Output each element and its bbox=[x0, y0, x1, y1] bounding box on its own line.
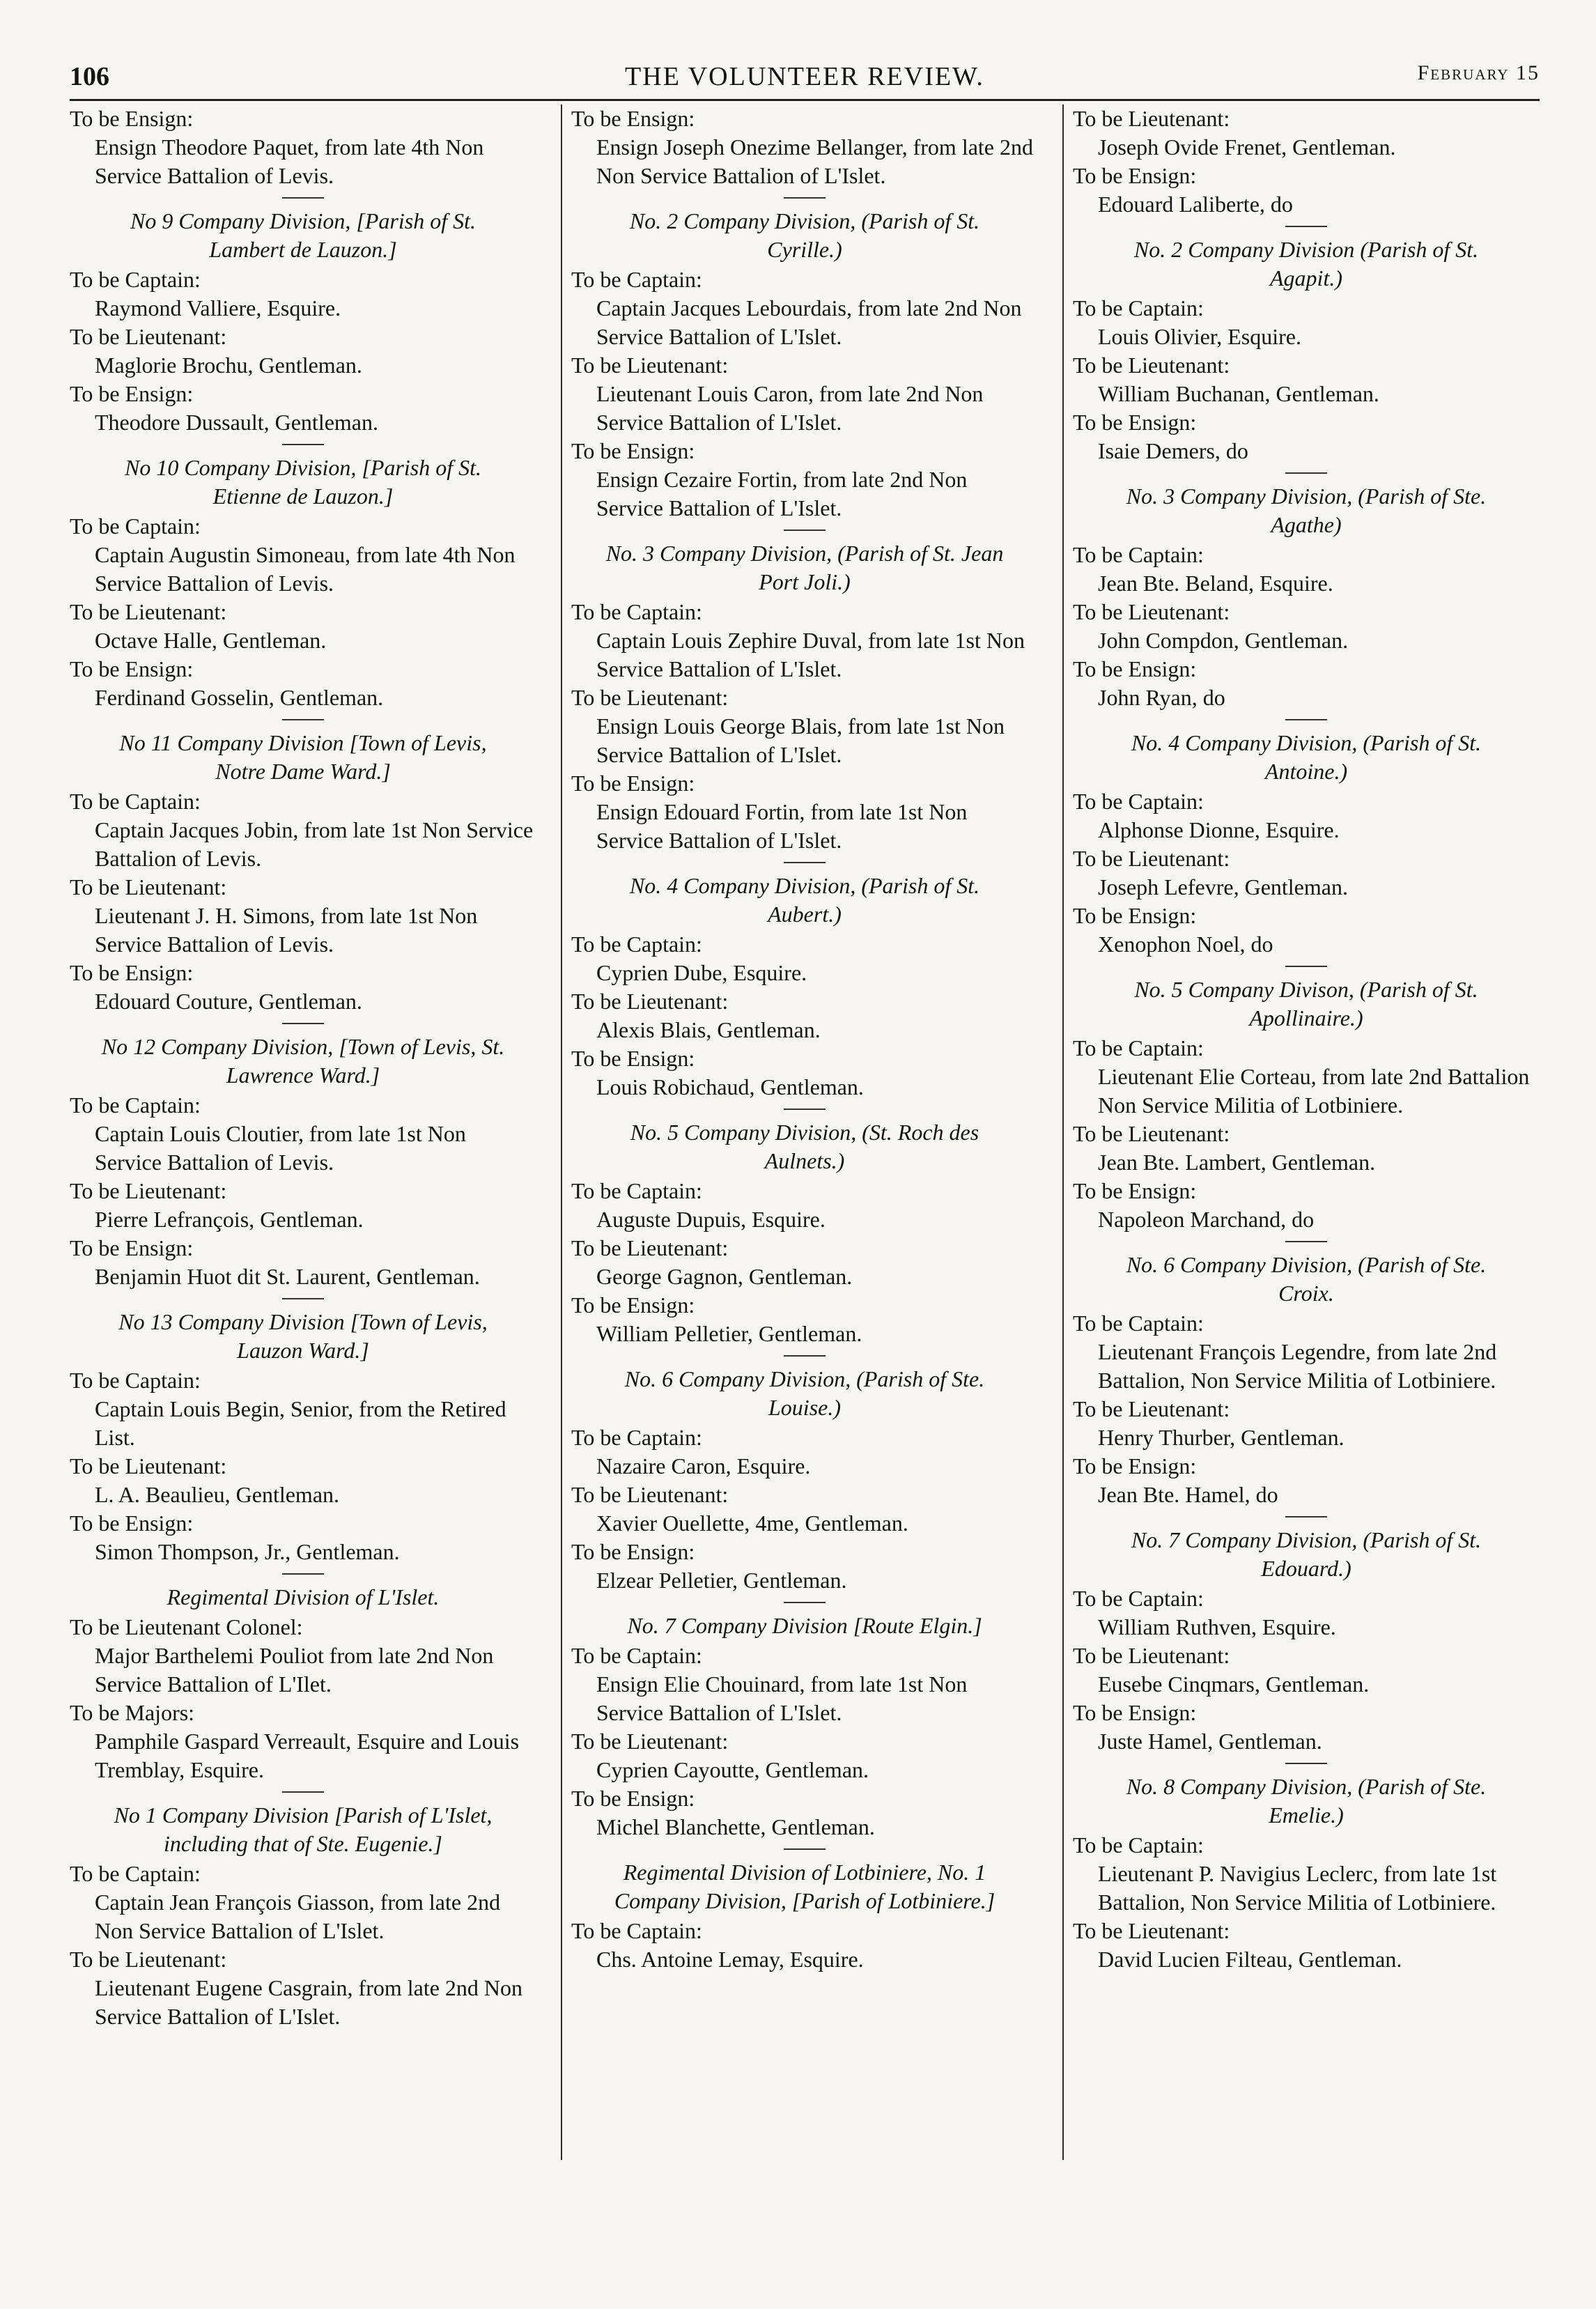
division-heading: No. 8 Company Division, (Parish of Ste. Emelie.) bbox=[1126, 1774, 1487, 1828]
appointment-role: To be Captain: bbox=[1073, 789, 1204, 814]
appointment-role: To be Lieutenant: bbox=[70, 1947, 227, 1972]
appointment-role: To be Lieutenant: bbox=[1073, 1121, 1230, 1146]
section-divider bbox=[784, 1109, 826, 1110]
appointee-name: Lieutenant Louis Caron, from late 2nd Non Service Battalion of L'Islet. bbox=[596, 381, 984, 435]
appointment-role: To be Lieutenant: bbox=[571, 1235, 729, 1260]
division-heading: No 11 Company Division [Town of Levis, Notre Dame Ward.] bbox=[119, 730, 487, 784]
appointee-name: Ensign Joseph Onezime Bellanger, from late 2nd Non Service Battalion of L'Islet. bbox=[596, 134, 1033, 188]
division-heading: No. 3 Company Division, (Parish of St. Jean Port Joli.) bbox=[605, 541, 1004, 594]
appointment-role: To be Captain: bbox=[1073, 1035, 1204, 1060]
section-divider bbox=[1285, 966, 1327, 967]
appointee-name: Captain Augustin Simoneau, from late 4th Non Service Battalion of Levis. bbox=[95, 542, 516, 596]
division-heading: No. 5 Company Divison, (Parish of St. Apollinaire.) bbox=[1134, 977, 1478, 1030]
appointee-name: Alexis Blais, Gentleman. bbox=[596, 1017, 821, 1042]
appointee-name: Captain Jacques Lebourdais, from late 2nd Non Service Battalion of L'Islet. bbox=[596, 295, 1022, 349]
appointee-name: Ensign Theodore Paquet, from late 4th Non Service Battalion of Levis. bbox=[95, 134, 484, 188]
appointment-role: To be Ensign: bbox=[70, 960, 194, 985]
appointment-role: To be Ensign: bbox=[571, 106, 695, 131]
appointee-name: Eusebe Cinqmars, Gentleman. bbox=[1098, 1671, 1370, 1697]
appointee-name: David Lucien Filteau, Gentleman. bbox=[1098, 1947, 1402, 1972]
column-divider-2 bbox=[1062, 105, 1064, 2160]
appointee-name: Pamphile Gaspard Verreault, Esquire and Louis Tremblay, Esquire. bbox=[95, 1729, 520, 1782]
section-divider bbox=[784, 862, 826, 863]
appointee-name: Captain Louis Begin, Senior, from the Retired List. bbox=[95, 1396, 506, 1450]
appointment-role: To be Lieutenant: bbox=[571, 1729, 729, 1754]
appointee-name: Maglorie Brochu, Gentleman. bbox=[95, 353, 362, 378]
appointee-name: Ensign Cezaire Fortin, from late 2nd Non Service Battalion of L'Islet. bbox=[596, 467, 968, 520]
section-divider bbox=[282, 1573, 324, 1575]
appointee-name: Alphonse Dionne, Esquire. bbox=[1098, 817, 1340, 842]
appointee-name: Joseph Lefevre, Gentleman. bbox=[1098, 874, 1348, 899]
appointment-role: To be Lieutenant: bbox=[1073, 599, 1230, 624]
section-divider bbox=[784, 1602, 826, 1603]
division-heading: No. 6 Company Division, (Parish of Ste. Croix. bbox=[1126, 1252, 1487, 1306]
header-rule bbox=[70, 99, 1540, 101]
section-divider bbox=[1285, 1241, 1327, 1242]
appointment-role: To be Ensign: bbox=[571, 1292, 695, 1318]
appointment-role: To be Lieutenant: bbox=[70, 324, 227, 349]
appointment-role: To be Ensign: bbox=[1073, 1453, 1197, 1478]
appointee-name: William Pelletier, Gentleman. bbox=[596, 1321, 862, 1346]
section-divider bbox=[1285, 472, 1327, 474]
appointee-name: Octave Halle, Gentleman. bbox=[95, 628, 327, 653]
appointee-name: Benjamin Huot dit St. Laurent, Gentleman. bbox=[95, 1264, 480, 1289]
appointee-name: Ensign Edouard Fortin, from late 1st Non Service Battalion of L'Islet. bbox=[596, 799, 968, 853]
appointee-name: Louis Robichaud, Gentleman. bbox=[596, 1074, 864, 1099]
appointee-name: Ensign Elie Chouinard, from late 1st Non Service Battalion of L'Islet. bbox=[596, 1671, 968, 1725]
appointment-role: To be Ensign: bbox=[571, 1786, 695, 1811]
appointment-role: To be Ensign: bbox=[1073, 903, 1197, 928]
page-header bbox=[70, 54, 1540, 96]
appointment-role: To be Captain: bbox=[571, 267, 702, 292]
section-divider bbox=[282, 1791, 324, 1793]
appointment-role: To be Lieutenant: bbox=[1073, 846, 1230, 871]
appointment-role: To be Captain: bbox=[70, 789, 201, 814]
division-heading: No 13 Company Division [Town of Levis, Lauzon Ward.] bbox=[118, 1309, 488, 1363]
appointee-name: Jean Bte. Beland, Esquire. bbox=[1098, 571, 1333, 596]
appointment-role: To be Ensign: bbox=[571, 438, 695, 463]
appointee-name: Cyprien Cayoutte, Gentleman. bbox=[596, 1757, 869, 1782]
appointee-name: Lieutenant Eugene Casgrain, from late 2nd Non Service Battalion of L'Islet. bbox=[95, 1975, 523, 2029]
appointee-name: Lieutenant P. Navigius Leclerc, from late 1st Battalion, Non Service Militia of Lotbiniere. bbox=[1098, 1861, 1497, 1915]
appointment-role: To be Lieutenant: bbox=[1073, 1643, 1230, 1668]
section-divider bbox=[1285, 1763, 1327, 1764]
appointment-role: To be Lieutenant: bbox=[571, 685, 729, 710]
appointee-name: Edouard Laliberte, do bbox=[1098, 192, 1293, 217]
appointment-role: To be Lieutenant: bbox=[70, 874, 227, 899]
division-heading: No 10 Company Division, [Parish of St. Etienne de Lauzon.] bbox=[124, 455, 481, 509]
appointment-role: To be Ensign: bbox=[571, 1046, 695, 1071]
appointee-name: Lieutenant J. H. Simons, from late 1st Non Service Battalion of Levis. bbox=[95, 903, 478, 957]
appointment-role: To be Captain: bbox=[1073, 1311, 1204, 1336]
appointment-role: To be Captain: bbox=[70, 1092, 201, 1118]
appointee-name: Jean Bte. Hamel, do bbox=[1098, 1482, 1278, 1507]
appointment-role: To be Ensign: bbox=[1073, 1700, 1197, 1725]
appointment-role: To be Captain: bbox=[1073, 1586, 1204, 1611]
appointment-role: To be Lieutenant: bbox=[1073, 353, 1230, 378]
appointment-role: To be Lieutenant: bbox=[571, 989, 729, 1014]
appointment-role: To be Captain: bbox=[1073, 1832, 1204, 1858]
appointee-name: Cyprien Dube, Esquire. bbox=[596, 960, 807, 985]
appointment-role: To be Ensign: bbox=[70, 106, 194, 131]
appointment-role: To be Lieutenant: bbox=[1073, 106, 1230, 131]
appointment-role: To be Captain: bbox=[1073, 295, 1204, 321]
appointment-role: To be Ensign: bbox=[1073, 163, 1197, 188]
appointee-name: Major Barthelemi Pouliot from late 2nd Non Service Battalion of L'Ilet. bbox=[95, 1643, 494, 1697]
division-heading: No. 4 Company Division, (Parish of St. Aubert.) bbox=[629, 873, 980, 927]
section-divider bbox=[784, 197, 826, 199]
appointment-role: To be Ensign: bbox=[1073, 656, 1197, 681]
division-heading: No 9 Company Division, [Parish of St. Lambert de Lauzon.] bbox=[130, 208, 476, 262]
appointment-role: To be Ensign: bbox=[571, 771, 695, 796]
division-heading: No. 5 Company Division, (St. Roch des Aulnets.) bbox=[630, 1120, 979, 1173]
division-heading: No 12 Company Division, [Town of Levis, St. Lawrence Ward.] bbox=[101, 1034, 505, 1088]
appointment-role: To be Lieutenant: bbox=[1073, 1918, 1230, 1943]
appointee-name: Captain Louis Cloutier, from late 1st Non Service Battalion of Levis. bbox=[95, 1121, 466, 1175]
appointee-name: George Gagnon, Gentleman. bbox=[596, 1264, 853, 1289]
appointment-role: To be Captain: bbox=[70, 1861, 201, 1886]
appointee-name: Henry Thurber, Gentleman. bbox=[1098, 1425, 1345, 1450]
appointee-name: Pierre Lefrançois, Gentleman. bbox=[95, 1207, 364, 1232]
appointment-role: To be Lieutenant: bbox=[70, 599, 227, 624]
appointee-name: Captain Louis Zephire Duval, from late 1st Non Service Battalion of L'Islet. bbox=[596, 628, 1025, 681]
appointment-role: To be Lieutenant: bbox=[571, 1482, 729, 1507]
appointment-role: To be Lieutenant: bbox=[70, 1178, 227, 1203]
appointment-role: To be Ensign: bbox=[1073, 1178, 1197, 1203]
appointee-name: Elzear Pelletier, Gentleman. bbox=[596, 1568, 847, 1593]
appointment-role: To be Captain: bbox=[1073, 542, 1204, 567]
division-heading: No. 7 Company Division, (Parish of St. Edouard.) bbox=[1131, 1527, 1482, 1581]
section-divider bbox=[1285, 719, 1327, 720]
section-divider bbox=[784, 530, 826, 531]
appointment-role: To be Lieutenant: bbox=[70, 1453, 227, 1478]
appointee-name: Xenophon Noel, do bbox=[1098, 932, 1273, 957]
appointee-name: Ensign Louis George Blais, from late 1st Non Service Battalion of L'Islet. bbox=[596, 713, 1005, 767]
appointee-name: Captain Jean François Giasson, from late 2nd Non Service Battalion of L'Islet. bbox=[95, 1890, 501, 1943]
column-divider-1 bbox=[561, 105, 562, 2160]
appointee-name: Theodore Dussault, Gentleman. bbox=[95, 410, 378, 435]
division-heading: No. 3 Company Division, (Parish of Ste. Agathe) bbox=[1126, 484, 1487, 537]
appointment-role: To be Ensign: bbox=[1073, 410, 1197, 435]
appointee-name: Xavier Ouellette, 4me, Gentleman. bbox=[596, 1511, 908, 1536]
appointment-role: To be Captain: bbox=[70, 267, 201, 292]
section-divider bbox=[784, 1355, 826, 1357]
appointee-name: Edouard Couture, Gentleman. bbox=[95, 989, 362, 1014]
appointment-role: To be Lieutenant Colonel: bbox=[70, 1614, 303, 1639]
appointee-name: Isaie Demers, do bbox=[1098, 438, 1248, 463]
section-divider bbox=[1285, 1516, 1327, 1518]
appointment-role: To be Captain: bbox=[70, 513, 201, 539]
appointee-name: Captain Jacques Jobin, from late 1st Non Service Battalion of Levis. bbox=[95, 817, 534, 871]
appointee-name: Joseph Ovide Frenet, Gentleman. bbox=[1098, 134, 1396, 160]
appointment-role: To be Ensign: bbox=[70, 1235, 194, 1260]
section-divider bbox=[784, 1848, 826, 1850]
division-heading: No 1 Company Division [Parish of L'Islet, including that of Ste. Eugenie.] bbox=[114, 1802, 493, 1856]
appointment-role: To be Ensign: bbox=[70, 381, 194, 406]
appointee-name: Lieutenant François Legendre, from late 2nd Battalion, Non Service Militia of Lotbiniere. bbox=[1098, 1339, 1497, 1393]
appointee-name: Louis Olivier, Esquire. bbox=[1098, 324, 1301, 349]
appointee-name: Ferdinand Gosselin, Gentleman. bbox=[95, 685, 384, 710]
appointee-name: Nazaire Caron, Esquire. bbox=[596, 1453, 811, 1478]
appointee-name: Raymond Valliere, Esquire. bbox=[95, 295, 341, 321]
division-heading: No. 2 Company Division (Parish of St. Agapit.) bbox=[1133, 237, 1479, 291]
page-number: 106 bbox=[70, 62, 109, 91]
appointee-name: Lieutenant Elie Corteau, from late 2nd Battalion Non Service Militia of Lotbiniere. bbox=[1098, 1064, 1530, 1118]
appointment-role: To be Captain: bbox=[571, 1643, 702, 1668]
column-3 bbox=[1073, 105, 1540, 1974]
appointee-name: William Buchanan, Gentleman. bbox=[1098, 381, 1379, 406]
appointment-role: To be Captain: bbox=[70, 1368, 201, 1393]
appointment-role: To be Ensign: bbox=[571, 1539, 695, 1564]
section-divider bbox=[282, 719, 324, 720]
division-heading: Regimental Division of Lotbiniere, No. 1 Company Division, [Parish of Lotbiniere.] bbox=[614, 1860, 995, 1913]
appointee-name: Napoleon Marchand, do bbox=[1098, 1207, 1315, 1232]
appointee-name: Chs. Antoine Lemay, Esquire. bbox=[596, 1947, 864, 1972]
division-heading: Regimental Division of L'Islet. bbox=[166, 1584, 440, 1609]
division-heading: No. 2 Company Division, (Parish of St. Cyrille.) bbox=[629, 208, 980, 262]
appointment-role: To be Captain: bbox=[571, 1425, 702, 1450]
appointee-name: John Compdon, Gentleman. bbox=[1098, 628, 1349, 653]
appointee-name: William Ruthven, Esquire. bbox=[1098, 1614, 1336, 1639]
appointee-name: Simon Thompson, Jr., Gentleman. bbox=[95, 1539, 400, 1564]
section-divider bbox=[282, 1023, 324, 1024]
division-heading: No. 7 Company Division [Route Elgin.] bbox=[627, 1613, 982, 1638]
section-divider bbox=[282, 197, 324, 199]
division-heading: No. 4 Company Division, (Parish of St. Antoine.) bbox=[1131, 730, 1482, 784]
appointment-role: To be Lieutenant: bbox=[1073, 1396, 1230, 1421]
appointment-role: To be Ensign: bbox=[70, 1511, 194, 1536]
appointment-role: To be Captain: bbox=[571, 1178, 702, 1203]
issue-date: February 15 bbox=[1417, 61, 1540, 84]
appointee-name: Juste Hamel, Gentleman. bbox=[1098, 1729, 1322, 1754]
section-divider bbox=[282, 1298, 324, 1299]
appointment-role: To be Ensign: bbox=[70, 656, 194, 681]
section-divider bbox=[282, 444, 324, 445]
appointment-role: To be Captain: bbox=[571, 599, 702, 624]
column-1 bbox=[70, 105, 536, 2031]
appointee-name: Auguste Dupuis, Esquire. bbox=[596, 1207, 826, 1232]
appointment-role: To be Lieutenant: bbox=[571, 353, 729, 378]
appointee-name: Michel Blanchette, Gentleman. bbox=[596, 1814, 875, 1839]
column-2 bbox=[571, 105, 1038, 1974]
division-heading: No. 6 Company Division, (Parish of Ste. Louise.) bbox=[624, 1366, 985, 1420]
appointee-name: Jean Bte. Lambert, Gentleman. bbox=[1098, 1150, 1376, 1175]
appointee-name: L. A. Beaulieu, Gentleman. bbox=[95, 1482, 340, 1507]
appointment-role: To be Captain: bbox=[571, 932, 702, 957]
appointment-role: To be Captain: bbox=[571, 1918, 702, 1943]
appointment-role: To be Majors: bbox=[70, 1700, 195, 1725]
section-divider bbox=[1285, 226, 1327, 227]
publication-title: THE VOLUNTEER REVIEW. bbox=[625, 62, 984, 91]
appointee-name: John Ryan, do bbox=[1098, 685, 1225, 710]
